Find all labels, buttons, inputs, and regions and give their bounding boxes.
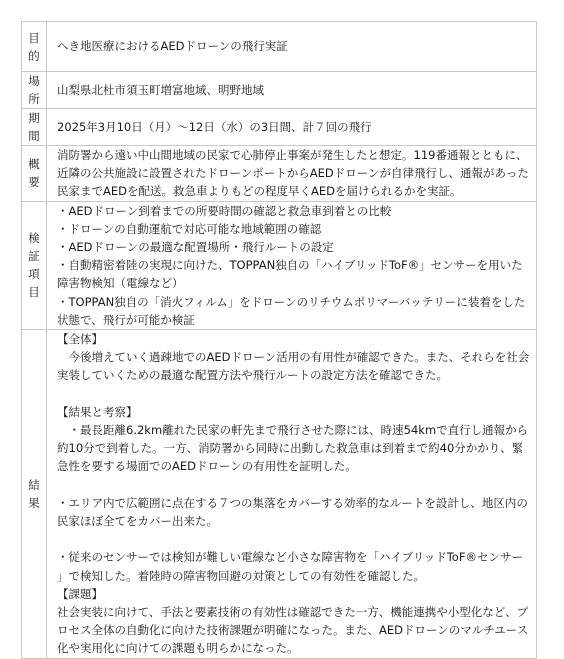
blank-line: [57, 530, 526, 548]
text-line: 今後増えていく過疎地でのAEDドローン活用の有用性が確認できた。また、それらを社会: [57, 350, 530, 365]
label-items: [22, 201, 47, 329]
text-line: ・ドローンの自動運航で対応可能な地域範囲の確認: [57, 221, 322, 236]
blank-line: [57, 476, 526, 494]
text-line: ・エリア内で広範囲に点在する７つの集落をカバーする効率的なルートを設計し、地区内の: [57, 495, 528, 510]
text-line: 急性を要する場面でのAEDドローンの有用性を証明した。: [57, 459, 357, 474]
text-line: 」で検知した。着陸時の障害物回避の対策としての有効性を確認した。: [57, 568, 425, 583]
row-items: [22, 201, 537, 329]
row-purpose: [22, 22, 537, 72]
text-line: ・TOPPAN独自の「消火フィルム」をドローンのリチウムポリマーバッテリーに装着をした: [57, 294, 526, 309]
results-text: [47, 330, 537, 659]
label-char: 項: [28, 267, 40, 282]
period-text: 2025年3月10日（月）〜12日（水）の3日間、計７回の飛行: [47, 109, 537, 146]
text-line: ・AEDドローン到着までの所要時間の確認と救急車到着との比較: [57, 203, 392, 218]
text-line: ・自動精密着陸の実現に向けた、TOPPAN独自の「ハイブリッドToF®」センサーを用いた: [57, 258, 523, 273]
row-overview: [22, 146, 537, 202]
label-char: 目: [28, 30, 40, 45]
label-char: 的: [28, 48, 40, 63]
label-overview: [22, 146, 47, 202]
verification-summary-table: [21, 21, 537, 659]
label-char: 間: [28, 129, 40, 143]
label-char: 目: [28, 285, 40, 300]
label-location: [22, 72, 47, 109]
text-line: 【課題】: [57, 586, 103, 601]
text-line: 【全体】: [57, 332, 103, 347]
label-char: 果: [28, 495, 40, 510]
row-period: [22, 109, 537, 146]
label-period: [22, 109, 47, 146]
text-line: ・最長距離6.2km離れた民家の軒先まで飛行させた際には、時速54kmで直行し通報から: [57, 423, 529, 438]
purpose-text: へき地医療におけるAEDドローンの飛行実証: [47, 22, 537, 72]
text-line: 約10分で到着した。一方、消防署から同時に出動した救急車は到着まで約40分かかり、緊: [57, 441, 524, 456]
text-line: 実装していくための最適な配置方法や飛行ルートの設定方法を確認できた。: [57, 368, 448, 383]
text-line: 化や実用化に向けての課題も明らかになった。: [57, 641, 299, 656]
row-location: [22, 72, 537, 109]
text-line: ロセス全体の自動化に向けた技術課題が明確になった。また、AEDドローンのマルチユース: [57, 623, 529, 638]
text-line: 消防署から遠い中山間地域の民家で心肺停止事案が発生したと想定。119番通報とともに、: [57, 148, 528, 162]
text-line: 社会実装に向けて、手法と要素技術の有効性は確認できた一方、機能連携や小型化など、プ: [57, 605, 529, 620]
label-char: 検: [28, 231, 40, 246]
label-char: 場: [28, 74, 40, 88]
text-line: 状態で、飛行が可能か検証: [57, 312, 195, 327]
overview-text: [47, 146, 537, 202]
text-line: 障害物検知（電線など）: [57, 276, 184, 291]
label-results: [22, 330, 47, 659]
label-char: 証: [28, 249, 40, 264]
text-line: 民家までAEDを配送。救急車よりもどの程度早くAEDを届けられるかを実証。: [57, 184, 462, 199]
text-line: ・AEDドローンの最適な配置場所・飛行ルートの設定: [57, 240, 334, 255]
text-line: 民家ほぼ全てをカバー出来た。: [57, 514, 218, 529]
text-line: 近隣の公共施設に設置されたドローンポートからAEDドローンが自律飛行し、通報があった: [57, 166, 529, 181]
label-char: 結: [28, 477, 40, 492]
label-char: 所: [28, 92, 40, 106]
blank-line: [57, 385, 526, 403]
items-text: [47, 201, 537, 329]
label-purpose: [22, 22, 47, 72]
location-text: 山梨県北杜市須玉町増富地域、明野地域: [47, 72, 537, 109]
text-line: ・従来のセンサーでは検知が難しい電線など小さな障害物を「ハイブリッドToF®センサー: [57, 550, 523, 565]
label-char: 要: [28, 175, 40, 190]
row-results: [22, 330, 537, 659]
label-char: 概: [28, 157, 40, 172]
text-line: 【結果と考察】: [57, 404, 138, 419]
label-char: 期: [28, 111, 40, 125]
